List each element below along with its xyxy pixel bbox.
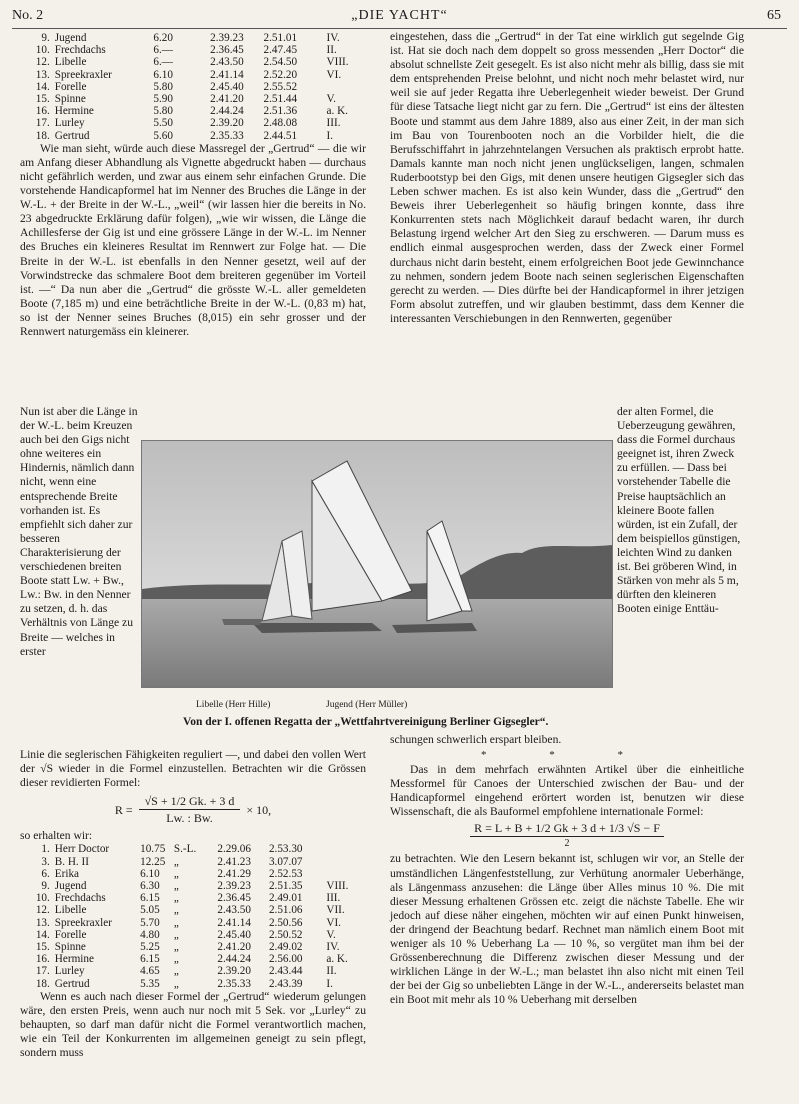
- left-column-top: [20, 32, 366, 339]
- table-cell: Jugend: [54, 32, 87, 44]
- table-cell: 10.: [35, 892, 50, 905]
- table-cell: „: [173, 892, 179, 905]
- table-row: [28, 904, 366, 916]
- table-cell: Libelle: [54, 56, 87, 69]
- table-cell: 2.41.23: [217, 855, 251, 868]
- table-cell: 5.50: [153, 117, 173, 130]
- table-cell: 2.45.40: [217, 928, 251, 941]
- table-row: [28, 117, 366, 129]
- table-row: [28, 105, 366, 117]
- formula-revised: [20, 794, 366, 827]
- table-cell: IV.: [326, 941, 340, 953]
- table-cell: 4.80: [140, 928, 160, 941]
- table-cell: Lurley: [54, 117, 85, 130]
- page-number: 65: [767, 8, 781, 23]
- table-cell: 2.39.20: [217, 965, 251, 978]
- table-cell: „: [173, 867, 179, 880]
- table-row: [28, 44, 366, 56]
- table-cell: Herr Doctor: [54, 843, 110, 856]
- table-cell: 13.: [35, 68, 50, 81]
- table-cell: Erika: [54, 867, 80, 880]
- formula-numerator: √S + 1/2 Gk. + 3 d: [139, 794, 241, 810]
- paragraph-gertrud-preis: Wenn es auch nach dieser Formel der „Gertrud“ wiederum gelungen wäre, den ersten Preis, wenn auch nur noch mit 5 Sek. vor „Lurley“ zu behaupten, so darf man dafür nicht die Formel verantwortlich machen, wie ein Teil der Konkurrenten im allgemeinen geneigt zu sein pflegt, sondern muss: [20, 989, 366, 1060]
- table-cell: „: [173, 879, 179, 892]
- table-cell: 6.—: [153, 56, 173, 69]
- table-cell: VIII.: [326, 879, 349, 892]
- table-cell: III.: [326, 892, 341, 905]
- table-cell: 6.30: [140, 879, 160, 892]
- right-column-bottom: [390, 733, 744, 1008]
- table-cell: 2.50.52: [268, 928, 303, 941]
- table-cell: [326, 843, 366, 855]
- paragraph-laengenmass: zu betrachten. Wie den Lesern bekannt ist, schlugen wir vor, an Stelle der umständlichen Längenfeststellung, zur Verhütung anormaler Ueberhänge, als Längenmass anzusehen: die Länge über Alles minus 10 %. Die mit dieser Messung erhaltenen Grössen etc. zeigt die nächste Tabelle. Ehe wir jedoch auf diese näher eingehen, möchten wir auf einen Punkt hinweisen, der dringend der Beachtung bedarf. Rechnet man nämlich einem Boot mit weniger als 10 % Ueberhang La — 10 %, so vergütet man ihm bei der Grössenberechnung die Differenz zwischen dieser Messung und der wirklichen Länge in der W.-L.; man belastet ihn also nicht mit einen Teil der bei der Gig so unbeliebten Länge in der W.-L., andererseits belastet man ein Boot mit mehr als 10 % Ueberhang mit derselben: [390, 852, 744, 1007]
- table-row: [28, 965, 366, 977]
- table-cell: 15.: [35, 93, 50, 106]
- table-cell: 2.51.01: [263, 32, 298, 44]
- table-cell: 18.: [35, 977, 50, 990]
- table-row: [28, 868, 366, 880]
- table-cell: Forelle: [54, 80, 87, 93]
- regatta-photo: [141, 440, 613, 688]
- issue-number: No. 2: [12, 8, 44, 23]
- table-cell: 6.15: [140, 953, 160, 966]
- table-cell: VI.: [326, 916, 341, 929]
- table-cell: 16.: [35, 953, 50, 966]
- so-erhalten-label: so erhalten wir:: [20, 829, 93, 843]
- table-row: [28, 892, 366, 904]
- table-cell: 2.39.20: [210, 117, 244, 130]
- table-cell: 2.41.14: [210, 68, 244, 81]
- table-cell: 16.: [35, 105, 50, 118]
- table-cell: a. K.: [326, 953, 348, 966]
- table-cell: V.: [326, 93, 336, 106]
- table-cell: 2.50.56: [268, 916, 303, 929]
- table-cell: 2.41.14: [217, 916, 251, 929]
- table-cell: „: [173, 965, 179, 978]
- table-cell: Hermine: [54, 105, 94, 118]
- table-cell: Forelle: [54, 928, 87, 941]
- paragraph-gertrud-massregel: Wie man sieht, würde auch diese Massregel der „Gertrud“ — die wir am Anfang dieser Abhandlung als Vignette abgedruckt haben — durchaus nicht gefährlich werden, und zwar aus einem sehr einfachen Grunde. Die vorstehende Handicapformel hat im Nenner des Bruches die Länge in der W.-L. + der Breite in der W.-L., „weil“ (wir lassen hier die bereits in No. 23 abgedruckte Erklärung dafür folgen), „wie wir wissen, die Länge die Achillesferse der Gig ist und eine grössere Länge in der W.-L. im Nenner des Bruches ein kleineres Resultat im Rennwert zur Folge hat. — Die Breite in der W.-L. ist ebenfalls in den Nenner gesetzt, weil auf der Vorwindstrecke das schmalere Boot dem breiteren gegenüber im Vorteil ist. —“ Da nun aber die „Gertrud“ die grösste W.-L. aller gemeldeten Boote (7,185 m) und eine beträchtliche Breite in der W.-L. (0,83 m) hat, so ist der Nenner seines Bruches (8,015) ein sehr grosser und der Rennwert naturgemäss ein kleinerer.: [20, 141, 366, 339]
- table-cell: 2.41.29: [217, 867, 251, 880]
- table-cell: B. H. II: [54, 855, 89, 868]
- table-cell: III.: [326, 117, 341, 130]
- table-cell: 2.55.52: [263, 80, 298, 93]
- table-row: [28, 929, 366, 941]
- table-cell: 14.: [35, 80, 50, 93]
- table-cell: 2.35.33: [217, 977, 251, 990]
- table-cell: „: [173, 904, 179, 917]
- table-cell: VIII.: [326, 56, 349, 69]
- table-cell: 2.36.45: [217, 892, 251, 905]
- table-cell: 2.51.44: [263, 93, 298, 106]
- table-cell: 5.80: [153, 80, 173, 93]
- table-row: [28, 941, 366, 953]
- table-cell: IV.: [326, 32, 340, 44]
- table-row: [28, 56, 366, 68]
- table-cell: 12.25: [140, 855, 166, 868]
- table-cell: Lurley: [54, 965, 85, 978]
- table-cell: V.: [326, 928, 336, 941]
- table-cell: 2.52.53: [268, 867, 303, 880]
- table-cell: 2.43.39: [268, 977, 303, 990]
- table-cell: 2.47.45: [263, 44, 298, 57]
- table-cell: 2.36.45: [210, 44, 244, 57]
- table-cell: 3.07.07: [268, 855, 303, 868]
- table-cell: 6.10: [153, 68, 173, 81]
- formula2-denominator: 2: [564, 838, 570, 850]
- table-cell: „: [173, 977, 179, 990]
- table-cell: „: [173, 916, 179, 929]
- left-narrow-text: Nun ist aber die Länge in der W.-L. beim Kreuzen auch bei den Gigs nicht ohne weiteres ein Hindernis, nämlich dann nicht, wenn eine entsprechende Breite vorhanden ist. Es empfiehlt sich daher zur besseren Charakterisierung der verschiedenen breiten Boote statt Lw. + Bw., Lw.: Bw. in den Nenner zu setzen, d. h. das Verhältnis von Länge zu Breite — welches in erster: [20, 405, 138, 658]
- formula-lhs: R =: [114, 803, 133, 818]
- table-cell: 6.—: [153, 44, 173, 57]
- table-row: [28, 843, 366, 855]
- table-cell: 2.44.24: [210, 105, 244, 118]
- table-cell: „: [173, 855, 179, 868]
- table-cell: 5.05: [140, 904, 160, 917]
- table-row: [28, 917, 366, 929]
- paragraph-gertrud-gig: eingestehen, dass die „Gertrud“ in der Tat eine wirklich gut segelnde Gig ist. Hat sie doch nach dem doppelt so gross messenden „Herr Doctor“ die absolut schnellste Zeit gesegelt. Es ist also nicht mehr als billig, dass sie mit dem entsprehenden Preise belohnt, und nicht noch mehr belastet wird, nur weil sie auf jeder Regatta ihre Ueberlegenheit wieder beweist. Der Grund für diese Tatsache liegt nicht gar zu fern. Die „Gertrud“ ist eins der ältesten Boote und stammt aus dem Jahre 1889, also aus einer Zeit, in der man sich im Bau von Tourenbooten noch an die Vorbilder hielt, die die Berufsschiffahrt in jahrzehntelangen Versuchen als praktisch erprobt hatte. Damals kannte man noch nicht jenen unglückseligen, langen, schmalen Ruderbootstyp bei den Gigs, mit denen unsere heutigen Gigsegler sich das Leben schwer machen. Es ist also kein Wunder, dass die „Gertrud“ den Beweis ihrer Ueberlegenheit so häufig bringen konnte, dass ihre Konkurrenten stets nach Möglichkeit darauf bedacht waren, ihr durch Belastung irgend welcher Art den Sieg zu erschweren. — Darum muss es endlich einmal ausgesprochen werden, dass der Zweck einer Formel durchaus nicht darin besteht, einem erfolgreichen Boot jede Gewinnchance zu nehmen, sondern jedem Boote nach seinen seglerischen Eigenschaften gerecht zu werden. — Dies dürfte bei der Handicapformel in ihrer jetzigen Form absolut zutreffen, und wir glauben bestimmt, dass dem Kenner die interessanten Verschiebungen in den Rennwerten, gegenüber: [390, 30, 744, 325]
- formula-international: [390, 821, 744, 850]
- table-cell: 2.41.20: [210, 93, 244, 106]
- table-cell: 2.43.50: [210, 56, 244, 69]
- table-cell: [327, 81, 366, 93]
- table-cell: 17.: [35, 965, 50, 978]
- table-cell: Spinne: [54, 93, 86, 106]
- table-cell: 2.44.51: [263, 129, 298, 142]
- table-cell: 2.35.33: [210, 129, 244, 142]
- table-cell: 5.60: [153, 129, 173, 142]
- table-cell: 3.: [41, 855, 50, 868]
- table-cell: 6.10: [140, 867, 160, 880]
- table-cell: [326, 856, 366, 868]
- table-cell: VII.: [326, 904, 345, 917]
- table-cell: 2.51.06: [268, 904, 303, 917]
- table-row: [28, 130, 366, 142]
- table-cell: II.: [326, 965, 337, 978]
- table-cell: II.: [326, 44, 337, 57]
- table-cell: a. K.: [326, 105, 348, 118]
- table-cell: Hermine: [54, 953, 94, 966]
- formula2-numerator: R = L + B + 1/2 Gk + 3 d + 1/3 √S − F: [470, 821, 664, 837]
- caption-jugend: Jugend (Herr Müller): [326, 700, 408, 710]
- photo-caption: Von der I. offenen Regatta der „Wettfahrtvereinigung Berliner Gigsegler“.: [183, 716, 549, 728]
- table-cell: 18.: [35, 129, 50, 142]
- table-cell: 13.: [35, 916, 50, 929]
- table-cell: 2.39.23: [217, 879, 251, 892]
- table-cell: 2.41.20: [217, 941, 251, 953]
- table-cell: S.-L.: [173, 843, 197, 856]
- table-cell: 2.51.35: [268, 879, 303, 892]
- table-cell: 2.54.50: [263, 56, 298, 69]
- caption-libelle: Libelle (Herr Hille): [196, 700, 271, 710]
- table-cell: Spreekraxler: [54, 68, 112, 81]
- section-separator: * * *: [481, 749, 653, 762]
- formula-rhs: × 10,: [246, 803, 272, 818]
- journal-title: „DIE YACHT“: [351, 8, 448, 23]
- table-cell: 2.48.08: [263, 117, 298, 130]
- table-cell: 17.: [35, 117, 50, 130]
- table-row: [28, 856, 366, 868]
- table-cell: 5.90: [153, 93, 173, 106]
- left-column-bottom: [20, 748, 366, 1060]
- table-cell: Libelle: [54, 904, 87, 917]
- table-cell: 2.52.20: [263, 68, 298, 81]
- table-cell: 1.: [41, 843, 50, 856]
- table-cell: 2.49.01: [268, 892, 303, 905]
- right-column-top: [390, 30, 744, 326]
- table-cell: 6.20: [153, 32, 173, 44]
- table-cell: 5.25: [140, 941, 160, 953]
- right-narrow-text: der alten Formel, die Ueberzeugung gewähren, dass die Formel durchaus geeignet ist, ihren Zweck zu erfüllen. — Dass bei vorstehender Tabelle die Preise hauptsächlich an kleinere Boote fallen würden, ist ein Zufall, der dem beispiellos günstigen, leichten Wind zu danken ist. Bei gröberen Wind, in Stärken von mehr als 5 m, dürften den kleineren Booten einige Enttäu-: [617, 405, 741, 616]
- table-cell: Gertrud: [54, 977, 90, 990]
- table-row: [28, 880, 366, 892]
- table-cell: [326, 868, 366, 880]
- table-row: [28, 32, 366, 44]
- table-cell: 9.: [41, 879, 50, 892]
- table-cell: 2.43.44: [268, 965, 303, 978]
- table-cell: 6.: [41, 867, 50, 880]
- table-cell: 5.35: [140, 977, 160, 990]
- table-cell: 2.43.50: [217, 904, 251, 917]
- table-cell: 2.44.24: [217, 953, 251, 966]
- results-table-2: [28, 843, 366, 989]
- page-header: [12, 4, 787, 28]
- table-cell: 5.70: [140, 916, 160, 929]
- table-cell: Jugend: [54, 879, 87, 892]
- table-cell: „: [173, 928, 179, 941]
- table-cell: Spreekraxler: [54, 916, 112, 929]
- paragraph-revidierte-formel: Linie die seglerischen Fähigkeiten reguliert —, und dabei den vollen Wert der √S wieder in die Formel einzustellen. Betrachten wir die Grössen dieser revidierten Formel:: [20, 748, 366, 790]
- table-cell: 2.45.40: [210, 80, 244, 93]
- table-cell: 2.53.30: [268, 843, 303, 856]
- table-cell: 10.: [35, 44, 50, 57]
- table-row: [28, 93, 366, 105]
- results-table-1: [28, 32, 366, 142]
- table-cell: Gertrud: [54, 129, 90, 142]
- table-cell: „: [173, 953, 179, 966]
- table-cell: „: [173, 941, 179, 953]
- table-cell: 6.15: [140, 892, 160, 905]
- table-row: [28, 81, 366, 93]
- table-cell: 14.: [35, 928, 50, 941]
- table-row: [28, 69, 366, 81]
- table-cell: Spinne: [54, 941, 86, 953]
- table-cell: 4.65: [140, 965, 160, 978]
- table-cell: 2.39.23: [210, 32, 244, 44]
- table-cell: 9.: [41, 32, 50, 44]
- paragraph-messformel: Das in dem mehrfach erwähnten Artikel über die einheitliche Messformel für Canoes der Unterschied zwischen der Bau- und der Handicapformel eingehend erörtert worden ist, benutzen wir diese Wissenschaft, die als Bauformel empfohlene internationale Formel:: [390, 763, 744, 819]
- table-cell: 5.80: [153, 105, 173, 118]
- table-cell: 12.: [35, 56, 50, 69]
- paragraph-enttaeuschungen: schungen schwerlich erspart bleiben.: [390, 733, 562, 746]
- table-cell: 2.49.02: [268, 941, 303, 953]
- table-cell: Frechdachs: [54, 44, 106, 57]
- table-cell: 2.51.36: [263, 105, 298, 118]
- header-rule: [12, 28, 787, 29]
- table-cell: I.: [326, 129, 334, 142]
- table-cell: VI.: [326, 68, 342, 81]
- table-cell: Frechdachs: [54, 892, 106, 905]
- formula-denominator: Lw. : Bw.: [166, 811, 213, 826]
- table-cell: 12.: [35, 904, 50, 917]
- table-row: [28, 978, 366, 990]
- table-row: [28, 953, 366, 965]
- table-cell: 10.75: [140, 843, 166, 856]
- table-cell: 15.: [35, 941, 50, 953]
- table-cell: 2.56.00: [268, 953, 303, 966]
- table-cell: 2.29.06: [217, 843, 251, 856]
- table-cell: I.: [326, 977, 333, 990]
